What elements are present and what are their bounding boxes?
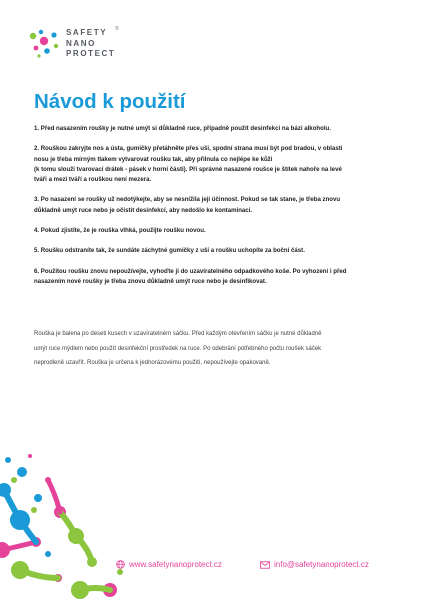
step-line: 1. Před nasazením roušky je nutné umýt si důkladně ruce, případně použít desinfekci na bázi alkoholu. [34, 125, 331, 132]
globe-icon [116, 560, 125, 569]
instruction-step-5 [34, 246, 394, 256]
step-line: 5. Roušku odstraníte tak, že sundáte záchytné gumičky z uší a roušku uchopíte za boční část. [34, 247, 305, 255]
step-line: 6. Použitou roušku znovu nepoužívejte, vyhoďte ji do uzavíratelného odpadkového koše. Po vyhození i před [34, 267, 347, 275]
instruction-step-4 [34, 226, 394, 236]
logo-text [66, 28, 115, 60]
website-text: www.safetynanoprotect.cz [129, 560, 222, 569]
step-line: důkladně umýt ruce nebo je očistit desinfekcí, aby nedošlo ke kontaminaci. [34, 206, 253, 214]
footer-contacts [116, 560, 406, 574]
instruction-step-1 [34, 124, 394, 134]
step-line: (k tomu slouží tvarovací drátek - pásek v horní části). Při správné nasazené roušce je štítek nahoře na levé [34, 165, 342, 173]
registered-mark: ® [115, 26, 119, 32]
note-line: umýt ruce mýdlem nebo použít desinfekční prostředek na ruce. Po odebrání potřebného počtu roušek sáček [34, 345, 322, 352]
logo-line-2: NANO [66, 38, 96, 48]
logo-line-1: SAFETY [66, 28, 108, 37]
logo-line-3: PROTECT [66, 49, 116, 58]
email-text: info@safetynanoprotect.cz [274, 560, 369, 569]
packaging-note [34, 327, 394, 371]
step-line: nasazením nové roušky je třeba znovu důkladně umýt ruce nebo je desinfikovat. [34, 277, 267, 285]
logo-dots-icon [28, 26, 62, 60]
note-line: neprodleně uzavřít. Rouška je určena k jednorázovému použití, nepoužívejte opakovaně. [34, 360, 271, 366]
step-line: tváři a mezi tváří a rouškou není mezera. [34, 176, 152, 184]
page-title: Návod k použití [34, 90, 186, 113]
decorative-molecule-graphic [0, 450, 130, 600]
email-link[interactable] [260, 560, 369, 569]
step-line: 2. Rouškou zakryjte nos a ústa, gumičky přetáhněte přes uši, spodní strana musí být pod bradou, v oblasti [34, 145, 343, 153]
step-line: 3. Po nasazení se roušky už nedotýkejte, aby se nesnížila její účinnost. Pokud se tak stane, je třeba znovu [34, 196, 341, 204]
website-link[interactable] [116, 560, 222, 569]
step-line: 4. Pokud zjistíte, že je rouška vlhká, použijte roušku novou. [34, 227, 206, 235]
envelope-icon [260, 561, 270, 569]
step-line: nosu je třeba mírným tlakem vytvarovat roušku tak, aby přilnula co nejlépe ke kůži [34, 155, 273, 163]
instruction-step-6 [34, 267, 394, 288]
logo [28, 26, 138, 66]
instruction-step-2 [34, 144, 394, 185]
instruction-step-3 [34, 195, 394, 216]
instructions-list [34, 124, 394, 297]
note-line: Rouška je balena po deseti kusech v uzavíratelném sáčku. Před každým otevřením sáčku je nutné důkladně [34, 331, 322, 337]
